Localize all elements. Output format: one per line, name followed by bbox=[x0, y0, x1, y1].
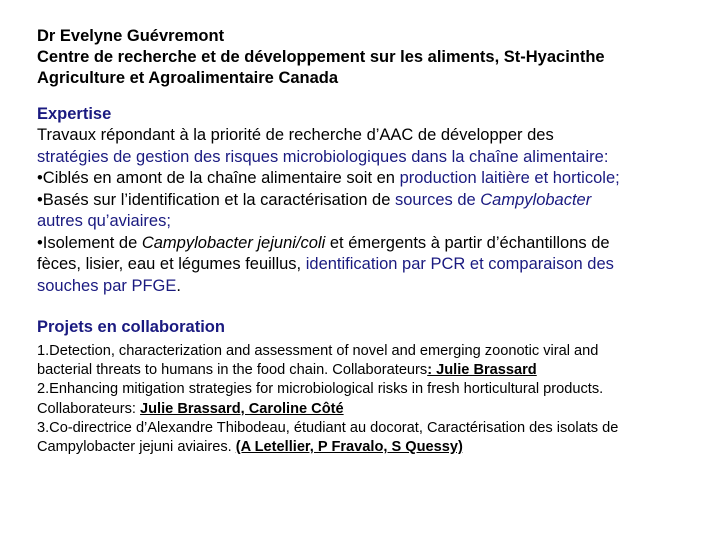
project-3-line-2: Campylobacter jejuni aviaires. (A Letellier, P Fravalo, S Quessy) bbox=[37, 439, 463, 456]
expertise-bullet-3-cont-2: souches par PFGE. bbox=[37, 276, 181, 295]
expertise-body bbox=[37, 125, 687, 297]
project-1-line-1: 1.Detection, characterization and assessment of novel and emerging zoonotic viral and bbox=[37, 343, 599, 359]
expertise-bullet-3: •Isolement de Campylobacter jejuni/coli et émergents à partir d’échantillons de bbox=[37, 233, 610, 252]
expertise-bullet-1: •Ciblés en amont de la chaîne alimentaire soit en production laitière et horticole; bbox=[37, 169, 620, 187]
author-name: Dr Evelyne Guévremont bbox=[37, 27, 225, 45]
project-2-line-2: Collaborateurs: Julie Brassard, Caroline Côté bbox=[37, 400, 344, 417]
expertise-bullet-2-cont: autres qu’aviaires; bbox=[37, 212, 171, 230]
projects-section bbox=[37, 317, 687, 457]
agency-name: Agriculture et Agroalimentaire Canada bbox=[37, 69, 339, 87]
project-1-collaborators: : Julie Brassard bbox=[427, 362, 537, 379]
project-2-line-1: 2.Enhancing mitigation strategies for microbiological risks in fresh horticultural products. bbox=[37, 381, 604, 398]
page bbox=[37, 26, 687, 457]
expertise-bullet-3-cont-1: fèces, lisier, eau et légumes feuillus, identification par PCR et comparaison des bbox=[37, 255, 614, 273]
project-2-collaborators: Julie Brassard, Caroline Côté bbox=[140, 400, 344, 417]
projects-title: Projets en collaboration bbox=[37, 318, 225, 336]
expertise-title: Expertise bbox=[37, 105, 112, 123]
header-block bbox=[37, 26, 687, 89]
expertise-intro-line-1: Travaux répondant à la priorité de recherche d’AAC de développer des bbox=[37, 126, 554, 144]
project-3-line-1: 3.Co-directrice d’Alexandre Thibodeau, étudiant au docorat, Caractérisation des isolats de bbox=[37, 419, 619, 436]
project-3-collaborators: (A Letellier, P Fravalo, S Quessy) bbox=[235, 439, 463, 456]
research-center: Centre de recherche et de développement sur les aliments, St-Hyacinthe bbox=[37, 48, 605, 66]
expertise-intro-line-2: stratégies de gestion des risques microbiologiques dans la chaîne alimentaire: bbox=[37, 147, 609, 166]
expertise-bullet-2: •Basés sur l’identification et la caractérisation de sources de Campylobacter bbox=[37, 190, 592, 209]
project-1-line-2: bacterial threats to humans in the food chain. Collaborateurs: Julie Brassard bbox=[37, 362, 537, 379]
projects-body bbox=[37, 342, 687, 457]
expertise-section bbox=[37, 104, 687, 297]
